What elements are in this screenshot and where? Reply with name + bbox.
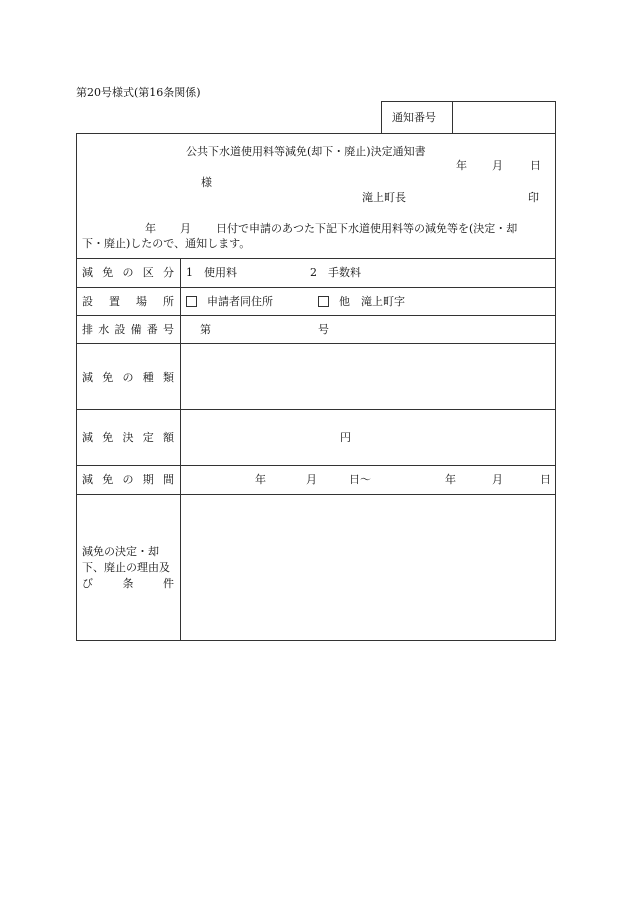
same-address-label: 申請者同住所 <box>207 295 273 308</box>
amount-unit: 円 <box>340 431 351 444</box>
date-month: 月 <box>492 159 503 172</box>
seal-mark: 印 <box>528 191 539 204</box>
same-address-checkbox[interactable] <box>186 296 197 307</box>
period-start-year: 年 <box>255 473 266 486</box>
issuer-name: 滝上町長 <box>362 191 406 204</box>
category-option-2[interactable]: 2 手数料 <box>310 266 361 279</box>
date-day: 日 <box>530 159 541 172</box>
period-label: 減 免 の 期 間 <box>82 473 174 486</box>
reason-label-line1: 減免の決定・却 <box>82 545 159 558</box>
notice-number-divider <box>452 101 453 134</box>
other-address-checkbox[interactable] <box>318 296 329 307</box>
facility-number-prefix: 第 <box>200 323 211 336</box>
category-option-1[interactable]: 1 使用料 <box>186 266 237 279</box>
form-id: 第20号様式(第16条関係) <box>76 86 201 99</box>
notice-body-line1: 日付で申請のあつた下記下水道使用料等の減免等を(決定・却 <box>216 222 518 235</box>
notice-number-label: 通知番号 <box>392 111 436 124</box>
reason-label-line2: 下、廃止の理由及 <box>82 561 170 574</box>
row-divider <box>76 287 556 288</box>
decided-amount-label: 減 免 決 定 額 <box>82 431 174 444</box>
period-start-day: 日～ <box>349 473 371 486</box>
category-label: 減 免 の 区 分 <box>82 266 174 279</box>
addressee-suffix: 様 <box>201 176 212 189</box>
label-column-divider <box>180 258 181 641</box>
period-end-day: 日 <box>540 473 551 486</box>
row-divider <box>76 315 556 316</box>
same-address-option[interactable] <box>186 296 273 307</box>
period-end-month: 月 <box>492 473 503 486</box>
row-divider <box>76 465 556 466</box>
body-year: 年 <box>145 222 156 235</box>
row-divider <box>76 494 556 495</box>
exemption-type-label: 減 免 の 種 類 <box>82 371 174 384</box>
reason-label-line3: び 条 件 <box>82 577 174 590</box>
facility-number-suffix: 号 <box>318 323 329 336</box>
row-divider <box>76 409 556 410</box>
body-month: 月 <box>180 222 191 235</box>
period-start-month: 月 <box>306 473 317 486</box>
row-divider <box>76 343 556 344</box>
period-end-year: 年 <box>445 473 456 486</box>
other-address-label: 他 滝上町字 <box>339 295 405 308</box>
location-label: 設 置 場 所 <box>82 295 174 308</box>
notice-body-line2: 下・廃止)したので、通知します。 <box>82 237 251 250</box>
facility-number-label: 排 水 設 備 番 号 <box>82 323 174 336</box>
date-year: 年 <box>456 159 467 172</box>
row-divider <box>76 258 556 259</box>
form-title: 公共下水道使用料等減免(却下・廃止)決定通知書 <box>186 145 426 158</box>
other-address-option[interactable] <box>318 296 405 307</box>
